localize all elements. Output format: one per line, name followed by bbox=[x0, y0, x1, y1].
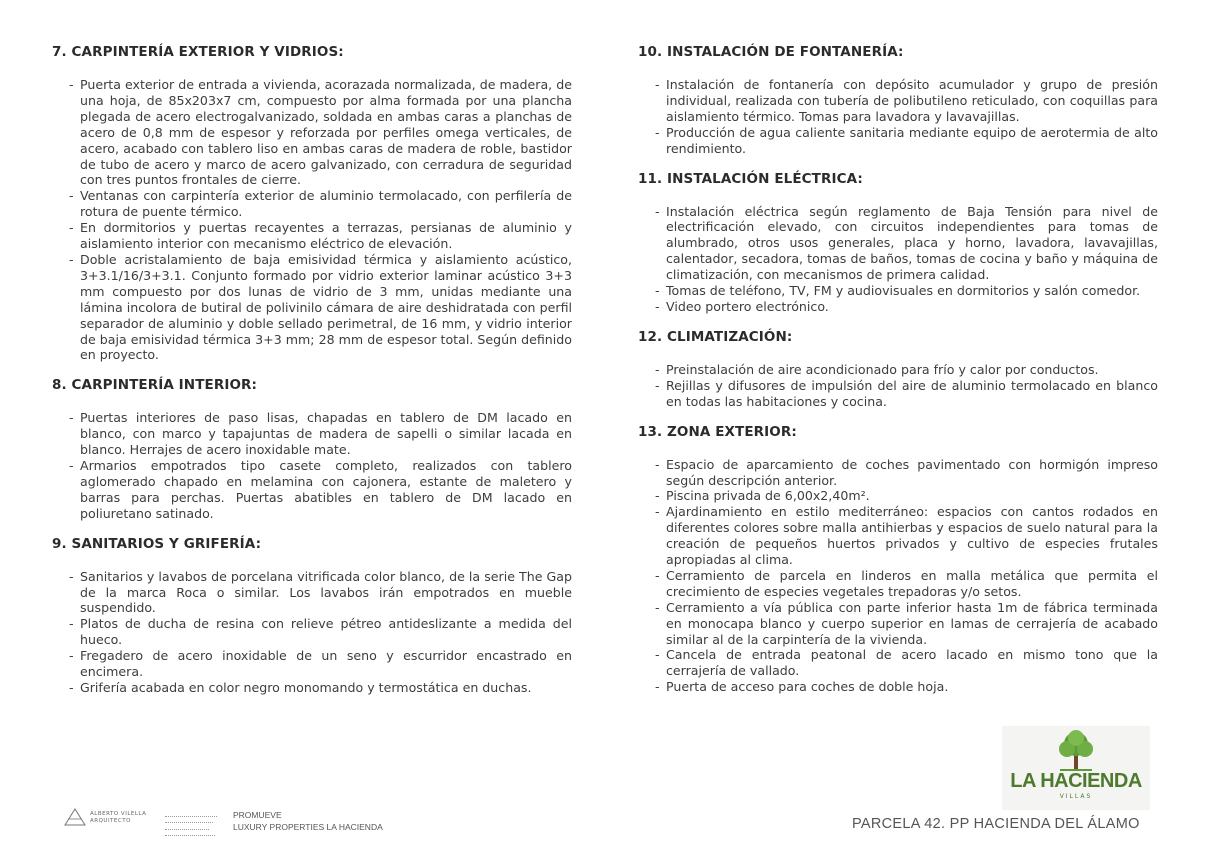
spec-item: - Puerta exterior de entrada a vivienda, acorazada normalizada, de madera, de una hoja, de 85x203x7 cm, compuesto por alma formada por una plancha plegada de acero electrogalvanizado, soldada en ambas caras a planchas de acero de 0,8 mm de espesor y reforzada por perfiles omega verticales, de acero, acabado con tablero liso en ambas caras de madera de roble, bastidor de tubo de acero y marco de acero galvanizado, con cerradura de seguridad con tres puntos frontales de cierre. bbox=[69, 77, 572, 188]
spec-item: - Platos de ducha de resina con relieve pétreo antideslizante a medida del hueco. bbox=[69, 616, 572, 648]
promoter-block bbox=[233, 809, 383, 833]
right-column bbox=[638, 44, 1158, 709]
spec-item: - Puerta de acceso para coches de doble hoja. bbox=[655, 679, 1158, 695]
architect-contact bbox=[165, 811, 217, 836]
spec-list bbox=[655, 362, 1158, 410]
tree-icon bbox=[1054, 728, 1098, 772]
left-column bbox=[52, 44, 572, 710]
spec-list bbox=[69, 569, 572, 696]
spec-item: - Video portero electrónico. bbox=[655, 299, 1158, 315]
spec-item: - Instalación eléctrica según reglamento de Baja Tensión para nivel de electrificación elevado, con circuitos independientes para tomas de alumbrado, otros usos generales, placa y horno, lavadora, lavavajillas, calentador, secadora, tomas de baños, tomas de cocina y baño y máquina de climatización, con mecanismos de primera calidad. bbox=[655, 204, 1158, 284]
logo-title: LA HACIENDA bbox=[1010, 770, 1142, 792]
spec-list bbox=[655, 204, 1158, 315]
spec-section bbox=[52, 377, 572, 521]
spec-item: - Doble acristalamiento de baja emisividad térmica y aislamiento acústico, 3+3.1/16/3+3.1. Conjunto formado por vidrio exterior laminar acústico 3+3 mm compuesto por dos lunas de vidrio de 3 mm, unidas mediante una lámina incolora de butiral de polivinilo cámara de aire deshidratada con perfil separador de aluminio y doble sellado perimetral, de 16 mm, y vidrio interior de baja emisividad térmica 3+3 mm; 28 mm de espesor total. Según definido en proyecto. bbox=[69, 252, 572, 363]
spec-section bbox=[638, 44, 1158, 157]
spec-item: - Sanitarios y lavabos de porcelana vitrificada color blanco, de la serie The Gap de la marca Roca o similar. Los lavabos irán empotrados en mueble suspendido. bbox=[69, 569, 572, 617]
spec-item: - Cerramiento a vía pública con parte inferior hasta 1m de fábrica terminada en monocapa blanco y cuerpo superior en lamas de cerrajería de acabado similar al de la carpintería de la vivienda. bbox=[655, 600, 1158, 648]
spec-item: - Preinstalación de aire acondicionado para frío y calor por conductos. bbox=[655, 362, 1158, 378]
section-heading: 10. INSTALACIÓN DE FONTANERÍA: bbox=[638, 44, 904, 60]
architect-name bbox=[90, 811, 146, 824]
spec-item: - Instalación de fontanería con depósito acumulador y grupo de presión individual, realizada con tubería de polibutileno reticulado, con coquillas para aislamiento térmico. Tomas para lavadora y lavavajillas. bbox=[655, 77, 1158, 125]
spec-item: - Ajardinamiento en estilo mediterráneo: espacios con cantos rodados en diferentes colores sobre malla antihierbas y espacios de suelo natural para la creación de pequeños huertos privados y cultivo de especies frutales apropiadas al clima. bbox=[655, 504, 1158, 568]
section-heading: 11. INSTALACIÓN ELÉCTRICA: bbox=[638, 170, 863, 187]
spec-list bbox=[655, 77, 1158, 157]
spec-item: - Rejillas y difusores de impulsión del aire de aluminio termolacado en blanco en todas las habitaciones y cocina. bbox=[655, 378, 1158, 410]
la-hacienda-logo bbox=[1002, 726, 1150, 810]
spec-section bbox=[52, 44, 572, 363]
parcel-label: PARCELA 42. PP HACIENDA DEL ÁLAMO bbox=[852, 816, 1140, 832]
spec-section bbox=[638, 424, 1158, 696]
spec-item: - Piscina privada de 6,00x2,40m². bbox=[655, 488, 1158, 504]
spec-item: - Producción de agua caliente sanitaria mediante equipo de aerotermia de alto rendimiento. bbox=[655, 125, 1158, 157]
spec-section bbox=[638, 171, 1158, 315]
spec-item: - Cerramiento de parcela en linderos en malla metálica que permita el crecimiento de especies vegetales trepadoras y/o setos. bbox=[655, 568, 1158, 600]
spec-item: - Fregadero de acero inoxidable de un seno y escurridor encastrado en encimera. bbox=[69, 648, 572, 680]
architect-logo-icon bbox=[64, 808, 86, 826]
promueve-label: PROMUEVE bbox=[233, 810, 282, 820]
section-heading: 8. CARPINTERÍA INTERIOR: bbox=[52, 377, 258, 394]
spec-list bbox=[69, 77, 572, 363]
spec-item: - Ventanas con carpintería exterior de aluminio termolacado, con perfilería de rotura de puente térmico. bbox=[69, 188, 572, 220]
spec-item: - Armarios empotrados tipo casete completo, realizados con tablero aglomerado chapado en melamina con cajonera, estante de maletero y barras para perchas. Puertas abatibles en tablero de DM lacado en poliuretano satinado. bbox=[69, 458, 572, 522]
section-heading: 7. CARPINTERÍA EXTERIOR Y VIDRIOS: bbox=[52, 44, 344, 60]
spec-section bbox=[52, 536, 572, 696]
spec-section bbox=[638, 329, 1158, 410]
logo-subtitle: VILLAS bbox=[1059, 793, 1093, 800]
spec-item: - Grifería acabada en color negro monomando y termostática en duchas. bbox=[69, 680, 572, 696]
spec-item: - Espacio de aparcamiento de coches pavimentado con hormigón impreso según descripción anterior. bbox=[655, 457, 1158, 489]
spec-item: - Cancela de entrada peatonal de acero lacado en mismo tono que la cerrajería de vallado. bbox=[655, 647, 1158, 679]
spec-item: - Tomas de teléfono, TV, FM y audiovisuales en dormitorios y salón comedor. bbox=[655, 283, 1158, 299]
spec-list bbox=[69, 410, 572, 521]
spec-item: - En dormitorios y puertas recayentes a terrazas, persianas de aluminio y aislamiento interior con mecanismo eléctrico de elevación. bbox=[69, 220, 572, 252]
spec-list bbox=[655, 457, 1158, 696]
architect-line-2: ARQUITECTO bbox=[90, 817, 131, 824]
section-heading: 12. CLIMATIZACIÓN: bbox=[638, 328, 793, 345]
section-heading: 13. ZONA EXTERIOR: bbox=[638, 423, 797, 440]
spec-item: - Puertas interiores de paso lisas, chapadas en tablero de DM lacado en blanco, con marco y tapajuntas de madera de sapelli o similar lacada en blanco. Herrajes de acero inoxidable mate. bbox=[69, 410, 572, 458]
architect-line-1: ALBERTO VILELLA bbox=[90, 811, 147, 817]
promoter-name: LUXURY PROPERTIES LA HACIENDA bbox=[233, 822, 383, 832]
section-heading: 9. SANITARIOS Y GRIFERÍA: bbox=[52, 535, 262, 552]
